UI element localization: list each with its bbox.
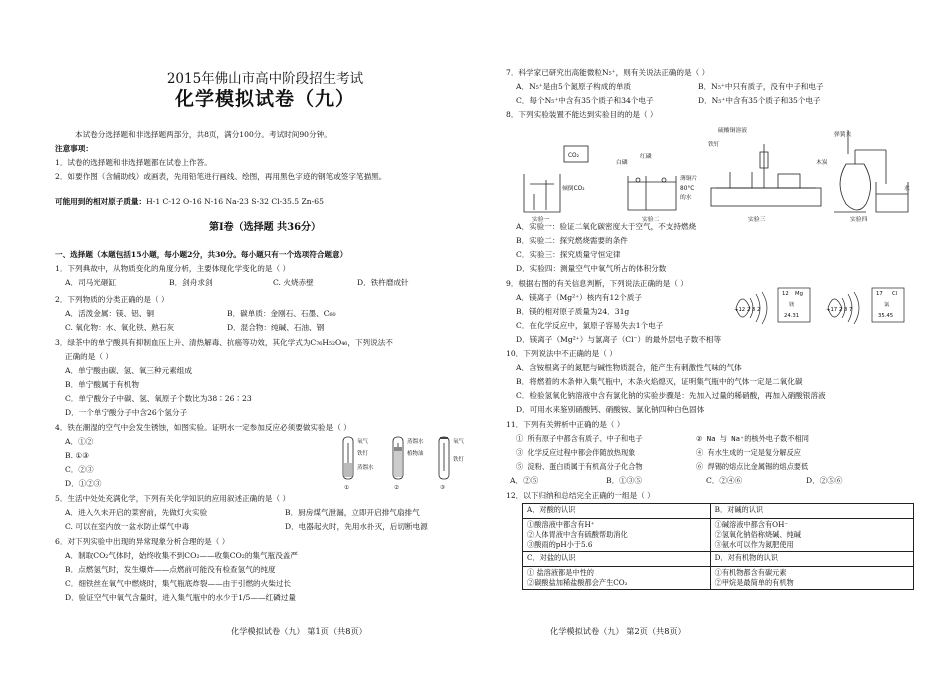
cl-symbol: Cl <box>892 291 898 297</box>
table-cell: A．对酸的认识 <box>523 504 711 519</box>
q7-option-a: A．N₅⁺是由5个氮原子构成的单质 <box>516 82 632 91</box>
label-water: 水 <box>904 186 910 192</box>
q9-option-c: C．在化学反应中，氯原子容易失去1个电子 <box>516 321 664 330</box>
q9-element-figure <box>732 284 922 332</box>
q3-option-d: D．一个单宁酸分子中含26个氢分子 <box>65 408 188 417</box>
table-cell <box>523 519 711 552</box>
q10-option-d: D．可用水来鉴别硝酸钙、硝酸铵、氯化钠四种白色固体 <box>516 405 705 414</box>
exam-intro: 本试卷分选择题和非选择题两部分，共8页，满分100分。考试时间90分钟。 <box>75 130 332 139</box>
q4-label-oxygen-1: 氧气 <box>357 439 369 445</box>
q4-label-nail-2: 铁钉 <box>453 457 465 463</box>
q3-option-c: C．单宁酸分子中碳、氢、氧原子个数比为38∶26∶23 <box>65 394 252 403</box>
q3-option-b: B．单宁酸属于有机物 <box>65 380 139 389</box>
label-spring-clamp: 弹簧夹 <box>834 132 852 138</box>
cell-line: ①碱溶液中都含有OH⁻ <box>714 520 789 529</box>
notice-heading: 注意事项： <box>55 144 93 153</box>
mg-atomic-mass: 24.31 <box>784 313 800 319</box>
atomic-list: H-1 C-12 O-16 N-16 Na-23 S-32 Cl-35.5 Zn-65 <box>146 197 324 206</box>
exam-title: 2015年佛山市高中阶段招生考试 <box>166 71 364 87</box>
q4-tube-3-number: ③ <box>440 485 445 491</box>
question-4: 4．铁在潮湿的空气中会发生锈蚀，如图实验。证明水一定参加反应必须要做实验是（ ） <box>55 423 351 432</box>
cell-line: ③酸雨的pH小于5.6 <box>527 540 593 549</box>
section-title: 第Ⅰ卷（选择题 共36分） <box>208 222 322 233</box>
label-80c: 80°C <box>680 186 695 192</box>
q11-statement-1: ① 所有原子中都含有质子、中子和电子 <box>516 434 643 443</box>
q12-summary-table <box>522 503 914 590</box>
q7-option-c: C．每个N₅⁺中含有35个质子和34个电子 <box>516 96 654 105</box>
q10-option-b: B．将燃着的木条伸入集气瓶中，木条火焰熄灭，证明集气瓶中的气体一定是二氧化碳 <box>516 377 803 386</box>
q11-option-b: B．①③⑤ <box>606 476 642 485</box>
cell-line: ②碳酸盐加稀盐酸都会产生CO₂ <box>527 578 628 587</box>
page-1-footer: 化学模拟试卷（九） 第1页（共8页） <box>231 626 367 636</box>
atomic-heading: 可能用到的相对原子质量： <box>55 197 147 206</box>
q9-option-b: B．镁的相对原子质量为24．31g <box>516 307 630 316</box>
table-cell <box>710 519 913 552</box>
q4-label-oxygen-2: 氧气 <box>453 439 465 445</box>
q1-option-b: B．剑舟求剑 <box>169 278 213 287</box>
mg-name: 镁 <box>789 302 795 308</box>
q5-option-b: B．厨房煤气泄漏，立即开启排气扇排气 <box>285 508 420 517</box>
q4-label-oil: 植物油 <box>407 451 424 457</box>
part1-heading: 一、选择题（本题包括15小题，每小题2分，共30分。每小题只有一个选项符合题意） <box>55 250 348 259</box>
q11-statement-6: ⑥ 焊锡的熔点比金属锡的熔点要低 <box>696 462 809 471</box>
cell-line: ①酸溶液中都含有H⁺ <box>527 520 595 529</box>
exam-subtitle: 化学模拟试卷（九） <box>174 88 355 110</box>
q4-label-water-1: 蒸馏水 <box>357 465 374 471</box>
q11-statement-4: ④ 有水生成的一定是复分解反应 <box>696 448 801 457</box>
q1-option-a: A．司马光砸缸 <box>65 278 117 287</box>
page-2-footer: 化学模拟试卷（九） 第2页（共8页） <box>550 626 686 636</box>
cl-atom-structure: +17 2 8 7 <box>826 307 853 313</box>
q5-option-a: A．进入久未开启的菜窖前，先做灯火实验 <box>65 508 208 517</box>
cell-line: ②甲烷是最简单的有机物 <box>714 578 794 587</box>
q3-option-a: A．单宁酸由碳、氢、氧三种元素组成 <box>65 366 192 375</box>
q11-statement-3: ③ 化学反应过程中都会伴随放热现象 <box>516 448 636 457</box>
mg-symbol: Mg <box>795 291 803 297</box>
q7-option-b: B．N₅⁺中只有质子，没有中子和电子 <box>698 82 824 91</box>
table-row <box>523 567 914 590</box>
cell-line: ③氨水可以作为氮肥使用 <box>714 540 794 549</box>
q6-option-d: D．验证空气中氧气含量时，进入集气瓶中的水少于1/5——红磷过量 <box>65 593 296 602</box>
label-exp1: 实验一 <box>532 217 550 222</box>
label-copper-sheet: 薄铜片 <box>680 176 698 182</box>
cl-name: 氯 <box>884 302 890 308</box>
q5-option-d: D．电器起火时，先用水扑灭，后切断电源 <box>285 522 428 531</box>
atomic-masses <box>55 197 324 207</box>
table-row <box>523 504 914 519</box>
question-12: 12．以下归纳和总结完全正确的一组是（ ） <box>506 491 655 500</box>
label-red-phosphorus: 红磷 <box>640 154 652 160</box>
question-9: 9．根据右图的有关信息判断，下列说法正确的是（ ） <box>506 279 688 288</box>
q4-option-c: C．②③ <box>65 465 94 474</box>
label-white-phosphorus: 白磷 <box>616 160 628 166</box>
question-10: 10．下列说法中不正确的是（ ） <box>506 349 617 358</box>
cell-line: ①有机物都含有碳元素 <box>714 568 787 577</box>
table-row <box>523 552 914 567</box>
q8-option-b: B．实验二：探究燃烧需要的条件 <box>516 236 628 245</box>
q2-option-b: B．碳单质：金刚石、石墨、C₆₀ <box>227 309 336 318</box>
q11-statement-2: ② Na 与 Na⁺的核外电子数不相同 <box>696 434 809 443</box>
question-6: 6．对下列实验中出现的异常现象分析合理的是（ ） <box>55 537 230 546</box>
q2-option-d: D．混合物：纯碱、石油、钢 <box>227 323 325 332</box>
q8-option-d: D．实验四：测量空气中氧气所占的体积分数 <box>516 264 667 273</box>
question-8: 8．下列实验装置不能达到实验目的的是（ ） <box>506 110 658 119</box>
q10-option-c: C．检验氢氧化钠溶液中含有氯化钠的实验步骤是：先加入过量的稀硝酸，再加入硝酸银溶液 <box>516 391 826 400</box>
table-row <box>523 519 914 552</box>
cell-line: ②氢氧化钠俗称烧碱、纯碱 <box>714 530 801 539</box>
cell-line: ②人体胃液中含有硫酸帮助消化 <box>527 530 628 539</box>
label-hot-water: 的水 <box>680 195 692 201</box>
q10-option-a: A．含铵根离子的氮肥与碱性物质混合，能产生有刺激性气味的气体 <box>516 363 742 372</box>
label-co2: CO₂ <box>568 153 579 159</box>
cl-atomic-mass: 35.45 <box>878 313 894 319</box>
q1-option-d: D．铁杵磨成针 <box>357 278 409 287</box>
notice-2: 2．如要作图（含辅助线）或画表，先用铅笔进行画线、绘图，再用黑色字迹的钢笔或签字笔描黑。 <box>55 172 387 181</box>
q6-option-b: B．点燃氢气时，发生爆炸——点燃前可能没有检查氢气的纯度 <box>65 565 276 574</box>
table-cell <box>523 567 711 590</box>
question-2: 2．下列物质的分类正确的是（ ） <box>55 295 169 304</box>
mg-atomic-number: 12 <box>782 291 789 297</box>
q8-option-a: A．实验一：验证二氧化碳密度大于空气，不支持燃烧 <box>516 222 697 231</box>
q4-label-water-2: 蒸馏水 <box>407 439 424 445</box>
q4-tube-2-number: ② <box>394 485 399 491</box>
q4-label-nail-1: 铁钉 <box>357 451 369 457</box>
label-charcoal: 木炭 <box>816 160 828 166</box>
q1-option-c: C. 火烧赤壁 <box>273 278 314 287</box>
table-cell: B．对碱的认识 <box>710 504 913 519</box>
question-3: 3．绿茶中的单宁酸具有抑制血压上升、清热解毒、抗癌等功效，其化学式为C₇₆H₅₂O₄₆，下列说法不 <box>55 338 393 347</box>
label-exp3: 实验三 <box>748 217 766 222</box>
q2-option-c: C. 氧化物：水、氧化铁、熟石灰 <box>65 323 175 332</box>
q7-option-d: D．N₅⁺中含有35个质子和35个电子 <box>698 96 821 105</box>
label-pour-co2: 倾倒CO₂ <box>562 186 585 192</box>
q11-option-d: D．②⑤⑥ <box>806 476 843 485</box>
q6-option-a: A．制取CO₂气体时，始终收集不到CO₂——收集CO₂的集气瓶没盖严 <box>65 551 298 560</box>
table-cell <box>710 567 913 590</box>
q2-option-a: A．活泼金属：镁、铝、铜 <box>65 309 155 318</box>
notice-1: 1．试卷的选择题和非选择题都在试卷上作答。 <box>55 158 212 167</box>
q4-option-d: D．①②③ <box>65 479 102 488</box>
q11-option-a: A．②⑤ <box>510 476 539 485</box>
table-cell: D．对有机物的认识 <box>710 552 913 567</box>
q11-option-c: C．②④⑥ <box>706 476 743 485</box>
q4-option-b: B. ①③ <box>65 451 90 460</box>
question-5: 5．生活中处处充满化学，下列有关化学知识的应用叙述正确的是（ ） <box>55 494 291 503</box>
table-cell: C．对盐的认识 <box>523 552 711 567</box>
mg-ion-structure: +12 2 8 2 <box>734 307 761 313</box>
q4-option-a: A．①② <box>65 437 94 446</box>
rust-experiment-figure <box>327 433 467 493</box>
label-exp2: 实验二 <box>642 217 660 222</box>
cell-line: ① 盐溶液都是中性的 <box>527 568 594 577</box>
question-3-cont: 正确的是（ ） <box>65 352 113 361</box>
q5-option-c: C. 可以在室内放一盆水防止煤气中毒 <box>65 522 190 531</box>
q4-tube-1-number: ① <box>344 485 349 491</box>
cl-atomic-number: 17 <box>876 291 883 297</box>
q9-option-a: A．镁离子（Mg²⁺）核内有12个质子 <box>516 293 642 302</box>
q11-statement-5: ⑤ 淀粉、蛋白质属于有机高分子化合物 <box>516 462 643 471</box>
q8-apparatus-figure <box>516 124 916 222</box>
question-7: 7．科学家已研究出高能微粒N₅⁺，则有关说法正确的是（ ） <box>506 68 710 77</box>
q9-option-d: D．镁离子（Mg²⁺）与氯离子（Cl⁻）的最外层电子数不相等 <box>516 335 722 344</box>
q8-option-c: C．实验三：探究质量守恒定律 <box>516 250 621 259</box>
label-copper-sulfate: 硫酸铜溶液 <box>718 128 747 134</box>
label-exp4: 实验四 <box>850 217 868 222</box>
q6-option-c: C．细铁丝在氧气中燃烧时，集气瓶底炸裂——由于引燃的火柴过长 <box>65 579 292 588</box>
question-1: 1．下列典故中，从物质变化的角度分析，主要体现化学变化的是（ ） <box>55 264 291 273</box>
question-11: 11．下列有关辨析中正确的是（ ） <box>506 420 625 429</box>
label-iron-nail: 铁钉 <box>708 142 720 148</box>
